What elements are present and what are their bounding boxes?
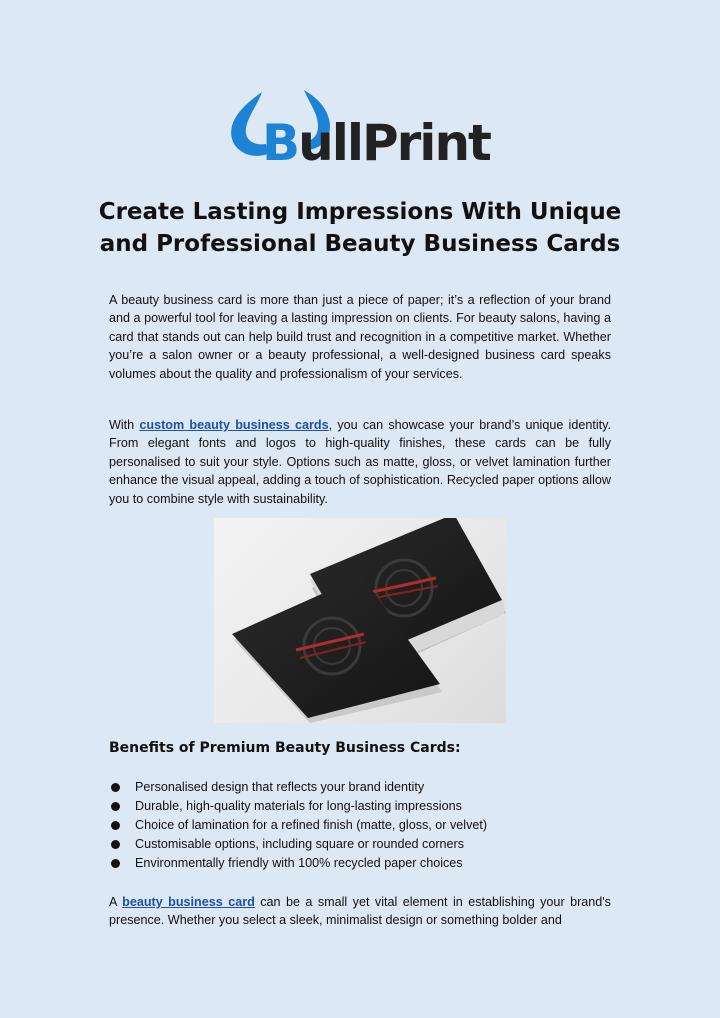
para3-rest: can be a small yet vital element in establishing your brand's presence. Whether you select a sleek, minimalist design or something bolder and	[109, 895, 611, 928]
list-item	[109, 835, 611, 854]
bullet-icon	[111, 783, 120, 792]
para3-lead: A	[109, 895, 123, 909]
custom-beauty-business-cards-link[interactable]: custom beauty business cards	[139, 418, 329, 432]
logo-b-letter: B	[262, 114, 299, 172]
page-title: Create Lasting Impressions With Unique and Professional Beauty Business Cards	[98, 199, 622, 257]
list-item-text: Durable, high-quality materials for long-lasting impressions	[135, 799, 462, 813]
bullet-icon	[111, 802, 120, 811]
business-cards-photo	[214, 518, 506, 723]
bullet-icon	[111, 840, 120, 849]
para2-rest: , you can showcase your brand’s unique identity. From elegant fonts and logos to high-quality finishes, these cards can be fully personalised to suit your style. Options such as matte, gloss, or velvet lamination further enhance the visual appeal, adding a touch of sophistication. Recycled paper options allow you to combine style with sustainability.	[109, 418, 612, 506]
para2-lead: With	[109, 418, 140, 432]
bullet-icon	[111, 859, 120, 868]
list-item-text: Customisable options, including square or rounded corners	[135, 837, 465, 851]
list-item-text: Environmentally friendly with 100% recycled paper choices	[135, 856, 463, 870]
list-item-text: Choice of lamination for a refined finish (matte, gloss, or velvet)	[135, 818, 488, 832]
list-item	[109, 778, 611, 797]
list-item	[109, 816, 611, 835]
bullet-icon	[111, 821, 120, 830]
benefits-list	[109, 778, 611, 873]
list-item	[109, 797, 611, 816]
beauty-business-card-link[interactable]: beauty business card	[122, 895, 255, 909]
closing-paragraph	[109, 893, 611, 930]
logo-rest: ullPrint	[298, 114, 490, 172]
custom-cards-paragraph	[109, 416, 611, 508]
logo-wordmark	[262, 114, 490, 172]
list-item	[109, 854, 611, 873]
intro-paragraph: A beauty business card is more than just a piece of paper; it’s a reflection of your brand and a powerful tool for leaving a lasting impression on clients. For beauty salons, having a card that stands out can help build trust and recognition in a competitive market. Whether you’re a salon owner or a beauty professional, a well-designed business card speaks volumes about the quality and professionalism of your services.	[109, 293, 611, 381]
benefits-heading: Benefits of Premium Beauty Business Cards:	[109, 740, 461, 756]
list-item-text: Personalised design that reflects your brand identity	[135, 780, 425, 794]
